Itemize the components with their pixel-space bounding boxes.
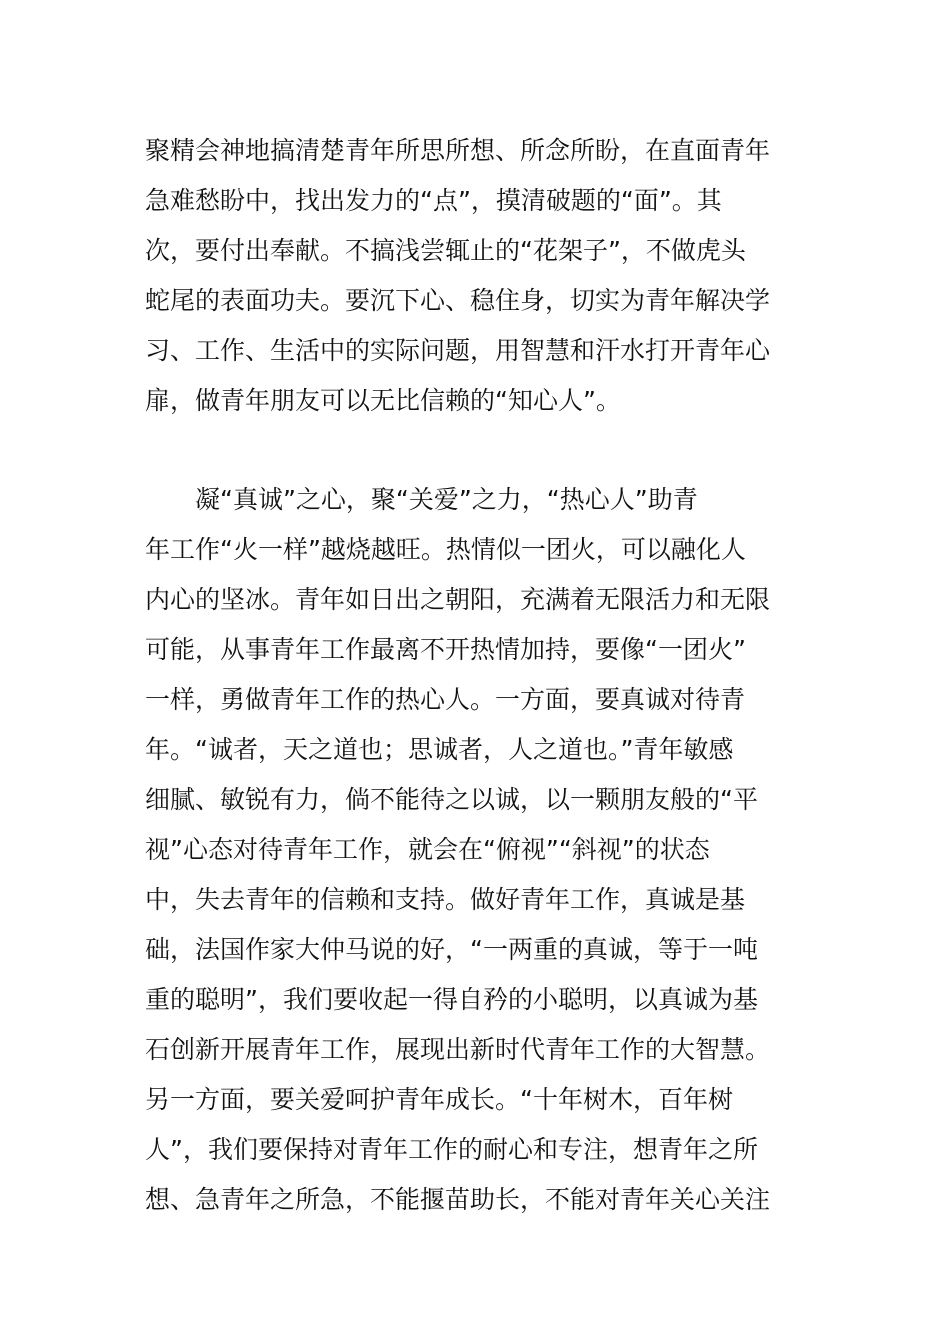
paragraph-line: 习、工作、生活中的实际问题，用智慧和汗水打开青年心 [145, 336, 771, 365]
paragraph-line: 中，失去青年的信赖和支持。做好青年工作，真诚是基 [145, 885, 746, 914]
paragraph-line: 视”心态对待青年工作，就会在“俯视”“斜视”的状态 [145, 835, 710, 864]
paragraph-line: 重的聪明”，我们要收起一得自矜的小聪明，以真诚为基 [145, 985, 758, 1014]
paragraph-line: 蛇尾的表面功夫。要沉下心、稳住身，切实为青年解决学 [145, 286, 771, 315]
paragraph-line: 细腻、敏锐有力，倘不能待之以诚，以一颗朋友般的“平 [145, 785, 758, 814]
paragraph-line: 另一方面，要关爱呵护青年成长。“十年树木，百年树 [145, 1085, 733, 1114]
paragraph-line: 凝“真诚”之心，聚“关爱”之力，“热心人”助青 [145, 485, 698, 514]
paragraph-2 [145, 475, 810, 1225]
paragraph-line: 聚精会神地搞清楚青年所思所想、所念所盼，在直面青年 [145, 136, 771, 165]
paragraph-line: 础，法国作家大仲马说的好，“一两重的真诚，等于一吨 [145, 935, 758, 964]
paragraph-line: 年工作“火一样”越烧越旺。热情似一团火，可以融化人 [145, 535, 746, 564]
paragraph-line: 一样，勇做青年工作的热心人。一方面，要真诚对待青 [145, 685, 746, 714]
paragraph-line: 急难愁盼中，找出发力的“点”，摸清破题的“面”。其 [145, 186, 722, 215]
paragraph-line: 次，要付出奉献。不搞浅尝辄止的“花架子”，不做虎头 [145, 236, 746, 265]
paragraph-line: 想、急青年之所急，不能揠苗助长，不能对青年关心关注 [145, 1185, 771, 1214]
paragraph-line: 石创新开展青年工作，展现出新时代青年工作的大智慧。 [145, 1035, 771, 1064]
paragraph-line: 内心的坚冰。青年如日出之朝阳，充满着无限活力和无限 [145, 585, 771, 614]
paragraph-line: 年。“诚者，天之道也；思诚者，人之道也。”青年敏感 [145, 735, 734, 764]
paragraph-line: 扉，做青年朋友可以无比信赖的“知心人”。 [145, 386, 621, 415]
paragraph-1 [145, 126, 810, 426]
paragraph-line: 人”，我们要保持对青年工作的耐心和专注，想青年之所 [145, 1135, 758, 1164]
paragraph-line: 可能，从事青年工作最离不开热情加持，要像“一团火” [145, 635, 746, 664]
